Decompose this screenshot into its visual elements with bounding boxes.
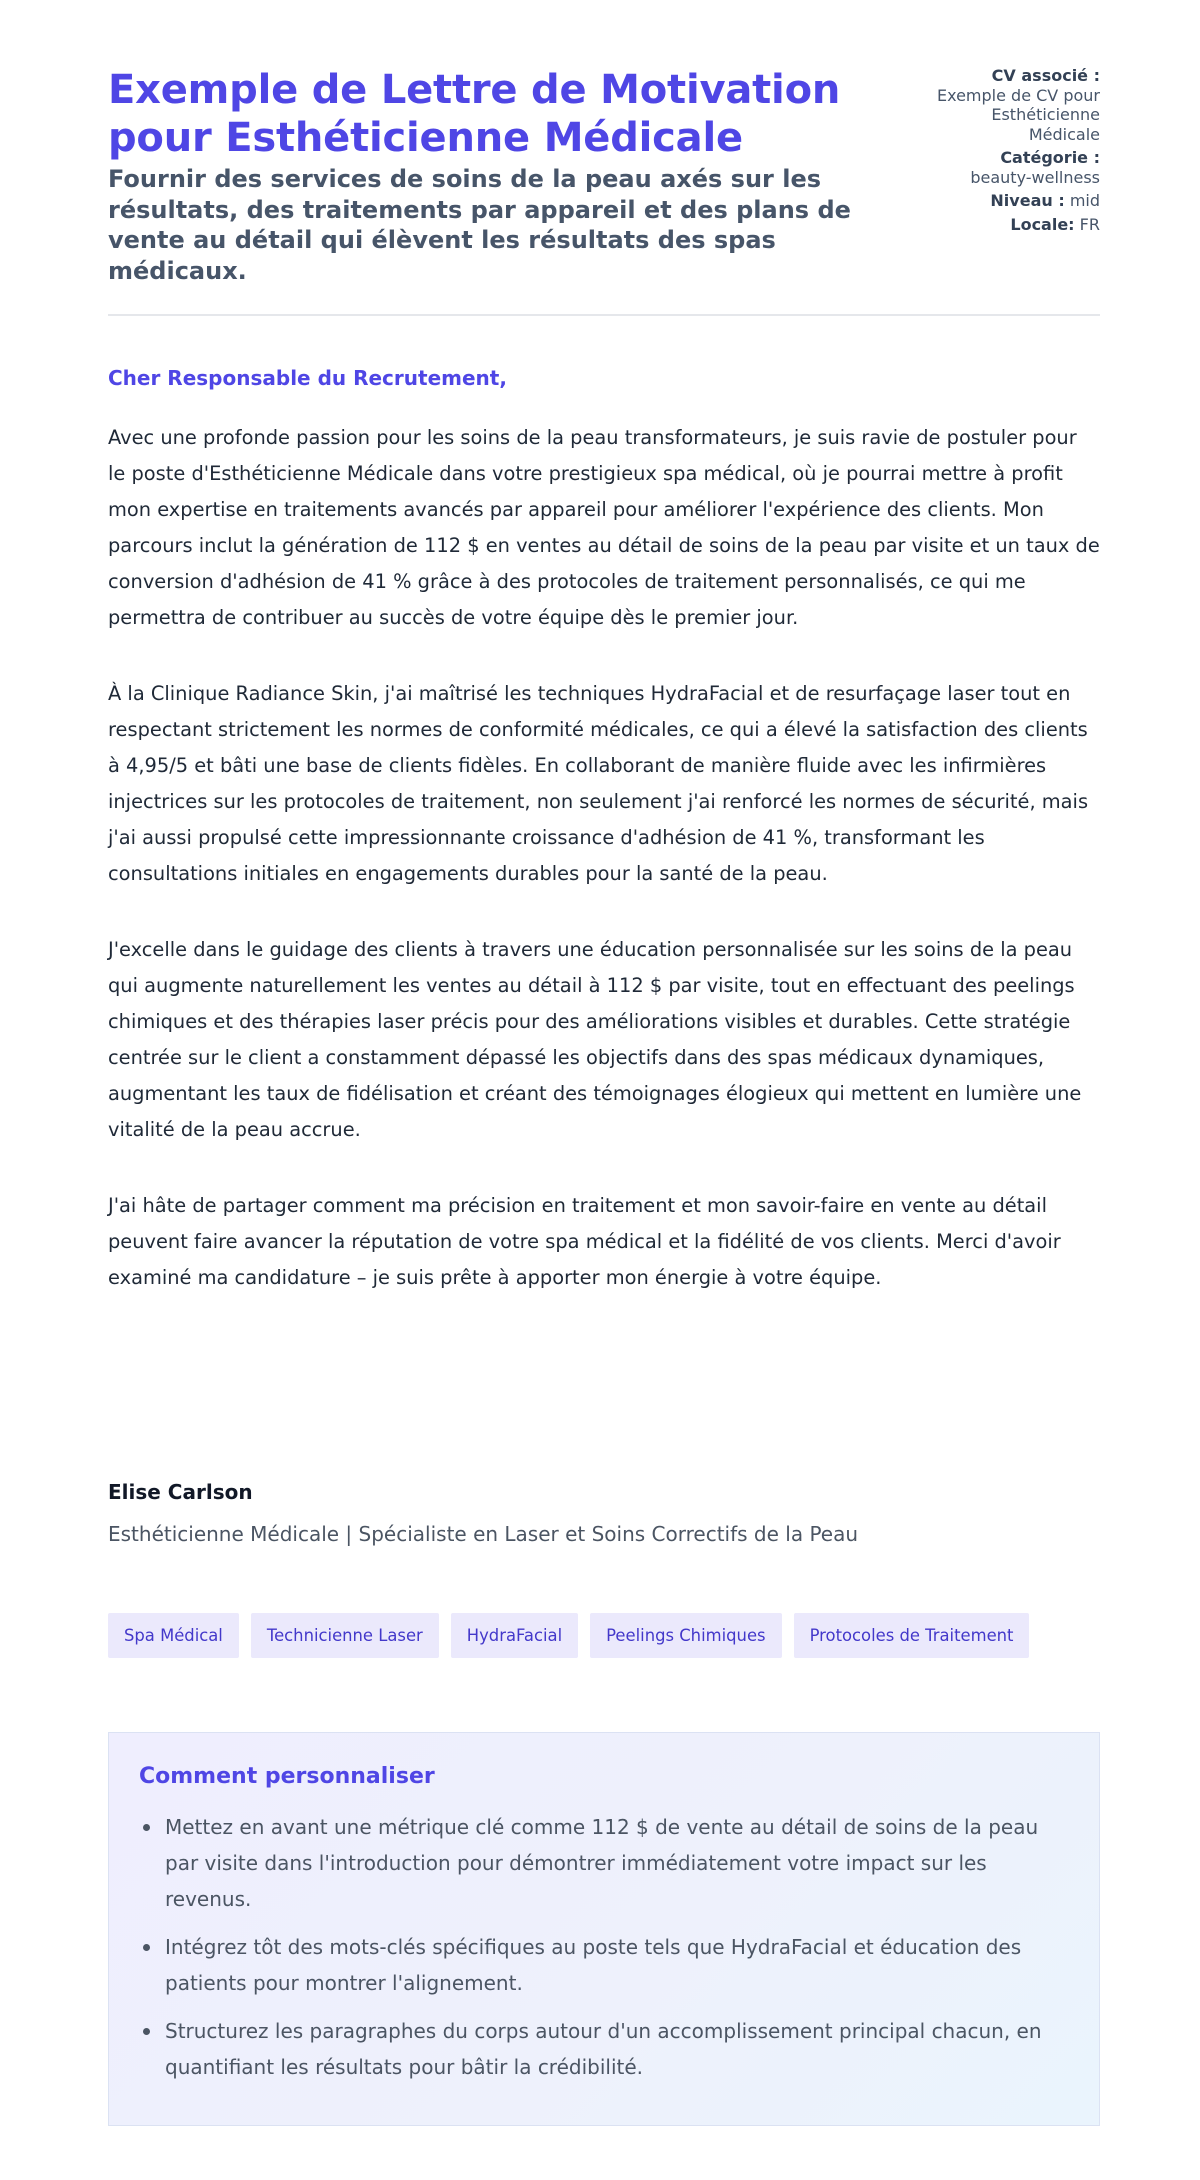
header-titles (108, 66, 908, 286)
meta-level-label: Niveau : (990, 191, 1065, 210)
meta-category-label: Catégorie : (1000, 148, 1100, 167)
header-divider (108, 314, 1100, 316)
tip-item (165, 2013, 1069, 2085)
letter-paragraph: J'ai hâte de partager comment ma précision en traitement et mon savoir-faire en vente au détail peuvent faire avancer la réputation de votre spa médical et la fidélité de vos clients. Merci d'avoir examiné ma candidature – je suis prête à apporter mon énergie à votre équipe. (108, 1194, 1061, 1289)
meta-cv-label: CV associé : (991, 66, 1100, 85)
bullet-icon (143, 2028, 150, 2035)
customization-tips-box (108, 1732, 1100, 2126)
meta-locale (920, 215, 1100, 235)
tip-text: Structurez les paragraphes du corps autour d'un accomplissement principal chacun, en quantifiant les résultats pour bâtir la crédibilité. (165, 2019, 1042, 2079)
tag-list (108, 1613, 1029, 1658)
meta-locale-label: Locale: (1010, 214, 1075, 234)
meta-info (920, 66, 1100, 238)
tag-technicienne-laser: Technicienne Laser (251, 1613, 439, 1658)
tips-list (139, 1809, 1069, 2085)
letter-greeting: Cher Responsable du Recrutement, (108, 366, 507, 390)
tips-title: Comment personnaliser (139, 1764, 435, 1789)
letter-paragraph: Avec une profonde passion pour les soins de la peau transformateurs, je suis ravie de postuler pour le poste d'Esthéticienne Médicale dans votre prestigieux spa médical, où je pourrai mettre à profit mon expertise en traitements avancés par appareil pour améliorer l'expérience des clients. Mon parcours inclut la génération de 112 $ en ventes au détail de soins de la peau par visite et un taux de conversion d'adhésion de 41 % grâce à des protocoles de traitement personnalisés, ce qui me permettra de contribuer au succès de votre équipe dès le premier jour. (108, 426, 1100, 629)
page-subtitle: Fournir des services de soins de la peau axés sur les résultats, des traitements par appareil et des plans de vente au détail qui élèvent les résultats des spas médicaux. (108, 165, 851, 285)
tag-spa-medical: Spa Médical (108, 1613, 239, 1658)
signature-name: Elise Carlson (108, 1480, 253, 1504)
meta-cv (920, 66, 1100, 144)
page-header (108, 66, 1100, 286)
meta-locale-value: FR (1079, 214, 1100, 234)
tip-text: Intégrez tôt des mots-clés spécifiques au poste tels que HydraFacial et éducation des patients pour montrer l'alignement. (165, 1935, 1022, 1995)
letter-paragraph: À la Clinique Radiance Skin, j'ai maîtrisé les techniques HydraFacial et de resurfaçage laser tout en respectant strictement les normes de conformité médicales, ce qui a élevé la satisfaction des clients à 4,95/5 et bâti une base de clients fidèles. En collaborant de manière fluide avec les infirmières injectrices sur les protocoles de traitement, non seulement j'ai renforcé les normes de sécurité, mais j'ai aussi propulsé cette impressionnante croissance d'adhésion de 41 %, transformant les consultations initiales en engagements durables pour la santé de la peau. (108, 682, 1089, 885)
meta-cv-value[interactable]: Exemple de CV pour Esthéticienne Médicale (937, 85, 1100, 144)
tip-item (165, 1929, 1069, 2001)
page-title: Exemple de Lettre de Motivation pour Esthéticienne Médicale (108, 67, 841, 161)
meta-category-value: beauty-wellness (970, 167, 1100, 187)
tag-protocoles-de-traitement: Protocoles de Traitement (794, 1613, 1030, 1658)
bullet-icon (143, 1944, 150, 1951)
meta-category (920, 148, 1100, 187)
letter-body (108, 420, 1100, 1336)
tip-text: Mettez en avant une métrique clé comme 112 $ de vente au détail de soins de la peau par visite dans l'introduction pour démontrer immédiatement votre impact sur les revenus. (165, 1815, 1039, 1911)
bullet-icon (143, 1824, 150, 1831)
tag-peelings-chimiques: Peelings Chimiques (590, 1613, 781, 1658)
meta-level (920, 191, 1100, 211)
tag-hydrafacial: HydraFacial (451, 1613, 578, 1658)
letter-paragraph: J'excelle dans le guidage des clients à travers une éducation personnalisée sur les soins de la peau qui augmente naturellement les ventes au détail à 112 $ par visite, tout en effectuant des peelings chimiques et des thérapies laser précis pour des améliorations visibles et durables. Cette stratégie centrée sur le client a constamment dépassé les objectifs dans des spas médicaux dynamiques, augmentant les taux de fidélisation et créant des témoignages élogieux qui mettent en lumière une vitalité de la peau accrue. (108, 938, 1082, 1141)
signature-block (108, 1478, 858, 1548)
tip-item (165, 1809, 1069, 1917)
meta-level-value: mid (1069, 191, 1100, 210)
signature-title: Esthéticienne Médicale | Spécialiste en Laser et Soins Correctifs de la Peau (108, 1522, 859, 1546)
